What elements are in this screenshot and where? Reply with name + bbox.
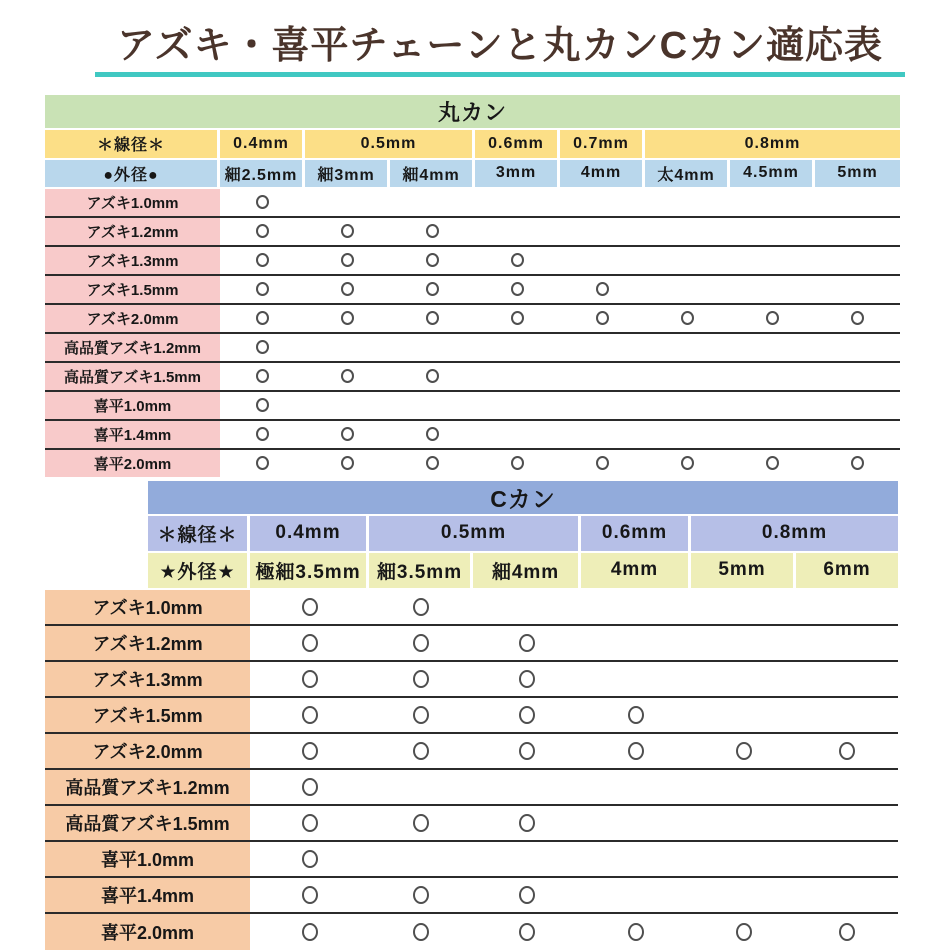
mark-cell	[369, 806, 473, 840]
outer-size-cell: 3mm	[475, 160, 560, 187]
mark-cell	[369, 914, 473, 950]
mark-cell	[560, 218, 645, 245]
chain-row	[45, 590, 898, 626]
mark-cell	[815, 392, 900, 419]
circle-mark	[413, 670, 429, 688]
mark-cell	[473, 842, 581, 876]
circle-mark	[519, 742, 535, 760]
circle-mark	[302, 850, 318, 868]
wire-size-cell: 0.4mm	[250, 516, 369, 551]
mark-cell	[220, 276, 305, 303]
mark-cell	[369, 770, 473, 804]
wire-size-cell: 0.5mm	[305, 130, 475, 158]
mark-cell	[581, 626, 691, 660]
chain-row	[45, 218, 900, 247]
chain-row-label: アズキ2.0mm	[45, 734, 250, 768]
circle-mark	[256, 282, 269, 296]
mark-cell	[815, 334, 900, 361]
mark-cell	[560, 392, 645, 419]
circle-mark	[628, 742, 644, 760]
circle-mark	[596, 456, 609, 470]
mark-cell	[369, 878, 473, 912]
mark-cell	[220, 189, 305, 216]
outer-size-cell: 4mm	[581, 553, 691, 588]
mark-cell	[473, 914, 581, 950]
mark-cell	[475, 421, 560, 448]
chain-row-label: 高品質アズキ1.5mm	[45, 363, 220, 390]
circle-mark	[519, 634, 535, 652]
mark-cell	[560, 450, 645, 477]
mark-cell	[369, 626, 473, 660]
mark-cell	[691, 806, 796, 840]
circle-mark	[256, 311, 269, 325]
mark-cell	[730, 334, 815, 361]
circle-mark	[302, 778, 318, 796]
title-underline	[95, 24, 905, 77]
chain-row-label: 喜平1.0mm	[45, 842, 250, 876]
chain-row-label: 喜平1.4mm	[45, 421, 220, 448]
spacer-cell	[45, 516, 148, 551]
mark-cell	[369, 734, 473, 768]
mark-cell	[581, 698, 691, 732]
circle-mark	[426, 456, 439, 470]
mark-cell	[691, 662, 796, 696]
chain-row	[45, 626, 898, 662]
chain-row-label: 喜平1.0mm	[45, 392, 220, 419]
circle-mark	[596, 282, 609, 296]
mark-cell	[475, 392, 560, 419]
mark-cell	[730, 276, 815, 303]
mark-cell	[581, 806, 691, 840]
circle-mark	[302, 814, 318, 832]
mark-cell	[250, 806, 369, 840]
chain-row-label: アズキ1.5mm	[45, 698, 250, 732]
mark-cell	[473, 626, 581, 660]
mark-cell	[730, 218, 815, 245]
chain-row-label: 高品質アズキ1.2mm	[45, 770, 250, 804]
circle-mark	[256, 369, 269, 383]
mark-cell	[473, 878, 581, 912]
mark-cell	[390, 450, 475, 477]
chain-row-label: アズキ1.2mm	[45, 218, 220, 245]
mark-cell	[815, 421, 900, 448]
mark-cell	[691, 698, 796, 732]
mark-cell	[815, 305, 900, 332]
mark-cell	[473, 806, 581, 840]
mark-cell	[390, 334, 475, 361]
table-title: 丸カン	[45, 95, 900, 128]
mark-cell	[305, 363, 390, 390]
chain-row	[45, 305, 900, 334]
circle-mark	[302, 706, 318, 724]
mark-cell	[645, 247, 730, 274]
mark-cell	[730, 247, 815, 274]
chain-row-label: 喜平1.4mm	[45, 878, 250, 912]
mark-cell	[220, 392, 305, 419]
mark-cell	[369, 590, 473, 624]
mark-cell	[250, 698, 369, 732]
wire-size-cell: 0.8mm	[645, 130, 900, 158]
mark-cell	[305, 450, 390, 477]
mark-cell	[305, 392, 390, 419]
mark-cell	[815, 363, 900, 390]
wire-size-cell: 0.6mm	[581, 516, 691, 551]
mark-cell	[390, 392, 475, 419]
circle-mark	[839, 742, 855, 760]
chain-row-label: アズキ1.3mm	[45, 247, 220, 274]
mark-cell	[475, 189, 560, 216]
wire-size-cell: 0.8mm	[691, 516, 898, 551]
mark-cell	[581, 842, 691, 876]
wire-size-cell: 0.5mm	[369, 516, 581, 551]
mark-cell	[369, 698, 473, 732]
mark-cell	[730, 363, 815, 390]
mark-cell	[796, 878, 898, 912]
mark-cell	[390, 218, 475, 245]
mark-cell	[305, 421, 390, 448]
outer-size-cell: 太4mm	[645, 160, 730, 187]
mark-cell	[581, 734, 691, 768]
mark-cell	[691, 590, 796, 624]
mark-cell	[305, 334, 390, 361]
circle-mark	[681, 311, 694, 325]
mark-cell	[796, 734, 898, 768]
circle-mark	[341, 456, 354, 470]
circle-mark	[511, 311, 524, 325]
circle-mark	[256, 195, 269, 209]
mark-cell	[796, 770, 898, 804]
mark-cell	[691, 914, 796, 950]
mark-cell	[730, 421, 815, 448]
circle-mark	[628, 706, 644, 724]
chain-row	[45, 770, 898, 806]
mark-cell	[581, 662, 691, 696]
circle-mark	[426, 427, 439, 441]
outer-size-cell: 5mm	[691, 553, 796, 588]
circle-mark	[736, 923, 752, 941]
circle-mark	[302, 634, 318, 652]
page-title: アズキ・喜平チェーンと丸カンCカン適応表	[116, 25, 884, 67]
mark-cell	[250, 626, 369, 660]
mark-cell	[220, 305, 305, 332]
chain-row-label: アズキ1.5mm	[45, 276, 220, 303]
mark-cell	[390, 276, 475, 303]
circle-mark	[341, 369, 354, 383]
mark-cell	[305, 305, 390, 332]
outer-size-cell: 4.5mm	[730, 160, 815, 187]
circle-mark	[341, 311, 354, 325]
mark-cell	[691, 734, 796, 768]
circle-mark	[256, 253, 269, 267]
mark-cell	[475, 334, 560, 361]
mark-cell	[560, 363, 645, 390]
mark-cell	[796, 626, 898, 660]
outer-size-cell: 6mm	[796, 553, 898, 588]
circle-mark	[256, 427, 269, 441]
circle-mark	[341, 224, 354, 238]
mark-cell	[815, 450, 900, 477]
chain-row-label: 高品質アズキ1.5mm	[45, 806, 250, 840]
mark-cell	[369, 662, 473, 696]
mark-cell	[220, 334, 305, 361]
mark-cell	[305, 276, 390, 303]
circle-mark	[256, 456, 269, 470]
mark-cell	[475, 247, 560, 274]
mark-cell	[560, 305, 645, 332]
mark-cell	[796, 842, 898, 876]
circle-mark	[736, 742, 752, 760]
mark-cell	[581, 770, 691, 804]
chain-row-label: アズキ2.0mm	[45, 305, 220, 332]
circle-mark	[302, 742, 318, 760]
mark-cell	[220, 363, 305, 390]
circle-mark	[413, 598, 429, 616]
circle-mark	[511, 456, 524, 470]
maru-kan-table	[45, 95, 900, 477]
mark-cell	[475, 276, 560, 303]
chain-row	[45, 734, 898, 770]
mark-cell	[645, 392, 730, 419]
circle-mark	[519, 706, 535, 724]
chain-row	[45, 662, 898, 698]
wire-size-cell: 0.4mm	[220, 130, 305, 158]
mark-cell	[369, 842, 473, 876]
mark-cell	[390, 363, 475, 390]
outer-size-cell: 細4mm	[390, 160, 475, 187]
wire-row	[45, 130, 900, 158]
mark-cell	[250, 662, 369, 696]
mark-cell	[473, 698, 581, 732]
mark-cell	[581, 914, 691, 950]
circle-mark	[851, 311, 864, 325]
circle-mark	[302, 886, 318, 904]
chain-row	[45, 806, 898, 842]
chain-row-label: 喜平2.0mm	[45, 450, 220, 477]
mark-cell	[560, 189, 645, 216]
mark-cell	[305, 218, 390, 245]
mark-cell	[645, 363, 730, 390]
circle-mark	[256, 224, 269, 238]
mark-cell	[645, 305, 730, 332]
chain-row-label: 喜平2.0mm	[45, 914, 250, 950]
mark-cell	[475, 305, 560, 332]
mark-cell	[250, 590, 369, 624]
chain-row	[45, 363, 900, 392]
table-title: Cカン	[148, 481, 898, 514]
c-kan-table	[45, 481, 898, 950]
chain-row-label: アズキ1.0mm	[45, 590, 250, 624]
circle-mark	[426, 282, 439, 296]
outer-size-cell: 5mm	[815, 160, 900, 187]
circle-mark	[302, 598, 318, 616]
outer-size-cell: 細3.5mm	[369, 553, 473, 588]
mark-cell	[220, 421, 305, 448]
wire-size-cell: 0.6mm	[475, 130, 560, 158]
circle-mark	[426, 224, 439, 238]
mark-cell	[305, 189, 390, 216]
mark-cell	[796, 914, 898, 950]
spacer-cell	[45, 553, 148, 588]
mark-cell	[250, 842, 369, 876]
spacer-cell	[45, 481, 148, 514]
chain-row	[45, 247, 900, 276]
circle-mark	[766, 456, 779, 470]
title-row	[45, 95, 900, 128]
chain-row	[45, 334, 900, 363]
circle-mark	[839, 923, 855, 941]
circle-mark	[256, 340, 269, 354]
chain-row-label: アズキ1.0mm	[45, 189, 220, 216]
chain-row	[45, 450, 900, 477]
outer-size-cell: 細3mm	[305, 160, 390, 187]
mark-cell	[796, 698, 898, 732]
outer-diameter-label: ★外径★	[148, 553, 250, 588]
mark-cell	[730, 392, 815, 419]
mark-cell	[581, 878, 691, 912]
outer-size-cell: 細2.5mm	[220, 160, 305, 187]
circle-mark	[511, 282, 524, 296]
mark-cell	[691, 770, 796, 804]
mark-cell	[815, 276, 900, 303]
mark-cell	[220, 450, 305, 477]
circle-mark	[256, 398, 269, 412]
mark-cell	[815, 218, 900, 245]
wire-row	[45, 516, 898, 551]
chain-row	[45, 276, 900, 305]
outer-row	[45, 160, 900, 187]
circle-mark	[628, 923, 644, 941]
mark-cell	[581, 590, 691, 624]
mark-cell	[390, 189, 475, 216]
circle-mark	[519, 923, 535, 941]
chain-row-label: アズキ1.2mm	[45, 626, 250, 660]
mark-cell	[473, 662, 581, 696]
mark-cell	[390, 247, 475, 274]
circle-mark	[519, 814, 535, 832]
circle-mark	[766, 311, 779, 325]
mark-cell	[560, 334, 645, 361]
mark-cell	[475, 218, 560, 245]
outer-size-cell: 細4mm	[473, 553, 581, 588]
wire-diameter-label: ＊線径＊	[148, 516, 250, 551]
mark-cell	[473, 734, 581, 768]
mark-cell	[796, 590, 898, 624]
circle-mark	[511, 253, 524, 267]
mark-cell	[730, 450, 815, 477]
mark-cell	[560, 276, 645, 303]
mark-cell	[815, 189, 900, 216]
circle-mark	[302, 670, 318, 688]
circle-mark	[596, 311, 609, 325]
outer-size-cell: 4mm	[560, 160, 645, 187]
mark-cell	[473, 590, 581, 624]
mark-cell	[730, 305, 815, 332]
mark-cell	[220, 247, 305, 274]
chain-row	[45, 392, 900, 421]
mark-cell	[475, 450, 560, 477]
mark-cell	[560, 421, 645, 448]
mark-cell	[645, 334, 730, 361]
chain-row	[45, 842, 898, 878]
circle-mark	[681, 456, 694, 470]
chain-row	[45, 698, 898, 734]
circle-mark	[426, 253, 439, 267]
circle-mark	[851, 456, 864, 470]
chain-row	[45, 189, 900, 218]
circle-mark	[519, 886, 535, 904]
wire-diameter-label: ＊線径＊	[45, 130, 220, 158]
mark-cell	[645, 276, 730, 303]
circle-mark	[302, 923, 318, 941]
mark-cell	[691, 878, 796, 912]
mark-cell	[645, 450, 730, 477]
mark-cell	[305, 247, 390, 274]
circle-mark	[413, 923, 429, 941]
mark-cell	[390, 305, 475, 332]
title-row	[45, 481, 898, 514]
mark-cell	[475, 363, 560, 390]
circle-mark	[413, 706, 429, 724]
outer-diameter-label: ●外径●	[45, 160, 220, 187]
mark-cell	[691, 842, 796, 876]
mark-cell	[796, 806, 898, 840]
mark-cell	[250, 878, 369, 912]
mark-cell	[250, 914, 369, 950]
chain-row-label: アズキ1.3mm	[45, 662, 250, 696]
circle-mark	[413, 886, 429, 904]
circle-mark	[341, 253, 354, 267]
mark-cell	[815, 247, 900, 274]
chain-row	[45, 878, 898, 914]
mark-cell	[473, 770, 581, 804]
mark-cell	[730, 189, 815, 216]
mark-cell	[390, 421, 475, 448]
mark-cell	[796, 662, 898, 696]
circle-mark	[413, 814, 429, 832]
circle-mark	[426, 369, 439, 383]
mark-cell	[645, 421, 730, 448]
chain-row	[45, 914, 898, 950]
chain-row	[45, 421, 900, 450]
mark-cell	[250, 734, 369, 768]
mark-cell	[691, 626, 796, 660]
chain-row-label: 高品質アズキ1.2mm	[45, 334, 220, 361]
mark-cell	[645, 218, 730, 245]
circle-mark	[341, 427, 354, 441]
circle-mark	[413, 742, 429, 760]
mark-cell	[250, 770, 369, 804]
circle-mark	[426, 311, 439, 325]
outer-row	[45, 553, 898, 588]
mark-cell	[560, 247, 645, 274]
outer-size-cell: 極細3.5mm	[250, 553, 369, 588]
mark-cell	[645, 189, 730, 216]
circle-mark	[413, 634, 429, 652]
mark-cell	[220, 218, 305, 245]
wire-size-cell: 0.7mm	[560, 130, 645, 158]
circle-mark	[519, 670, 535, 688]
circle-mark	[341, 282, 354, 296]
